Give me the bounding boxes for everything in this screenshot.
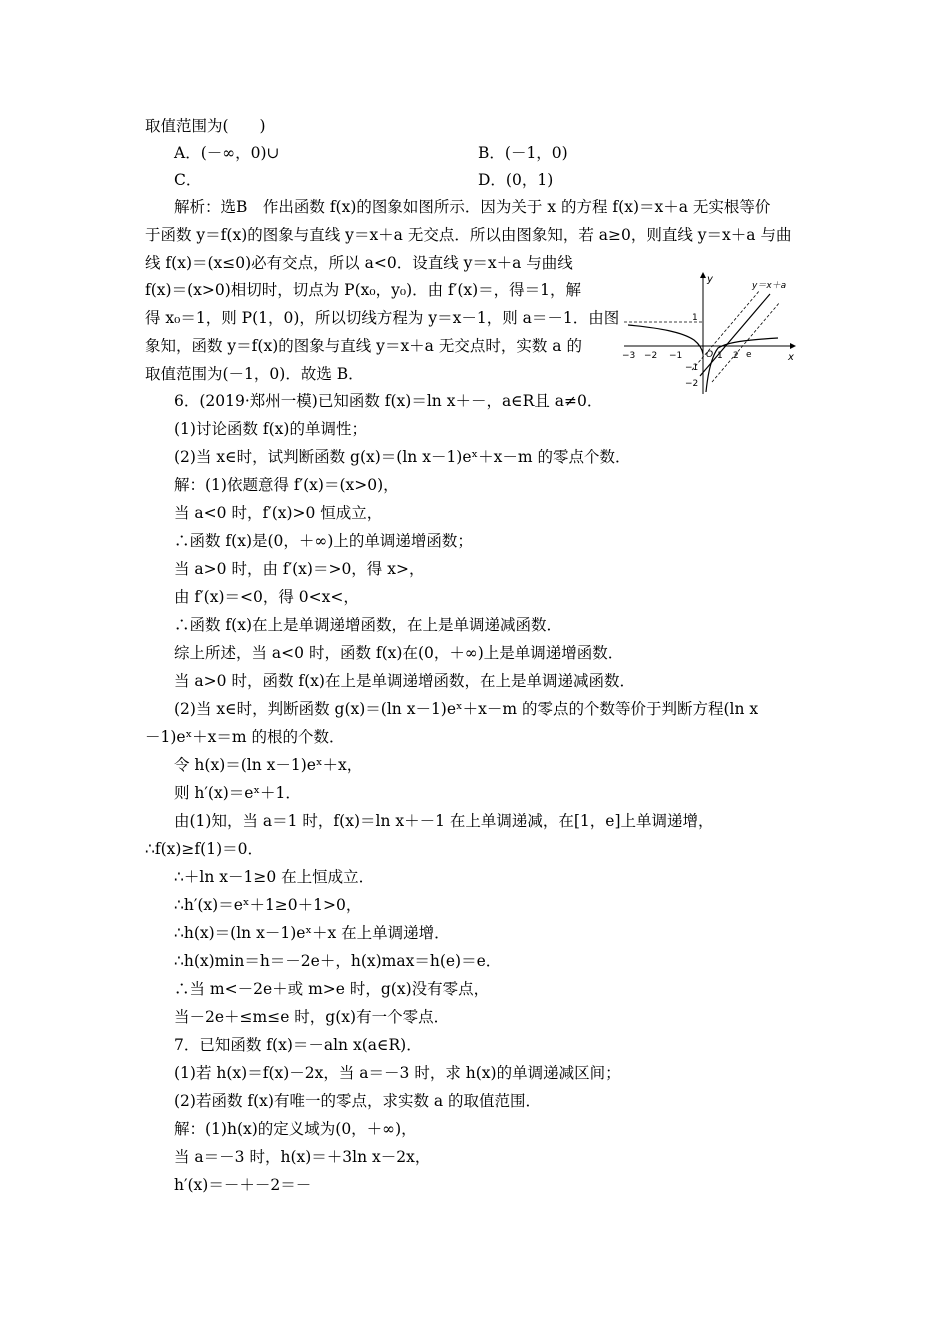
text-line: 解析：选B 作出函数 f(x)的图象如图所示．因为关于 x 的方程 f(x)＝x＋a 无实根等价 xyxy=(174,198,771,216)
tangent-line xyxy=(700,294,770,376)
y-tick-label: −2 xyxy=(685,379,699,389)
graph-svg xyxy=(620,268,798,398)
text-line: h′(x)＝－＋－2＝－ xyxy=(174,1176,312,1194)
text-line: (2)当 x∈时，试判断函数 g(x)＝(ln x－1)eˣ＋x－m 的零点个数． xyxy=(174,448,631,466)
function-graph-figure xyxy=(620,268,798,398)
text-line: (2)当 x∈时，判断函数 g(x)＝(ln x－1)eˣ＋x－m 的零点的个数等价于判断方程(ln x xyxy=(174,700,759,718)
text-line: ∴函数 f(x)是(0，＋∞)上的单调递增函数； xyxy=(174,532,473,550)
line-label: y＝x＋a xyxy=(752,281,787,291)
x-tick-label: 1 xyxy=(717,351,723,361)
text-line: f(x)＝(x>0)相切时，切点为 P(x₀，y₀)．由 f′(x)＝，得＝1，解 xyxy=(145,281,582,299)
text-line: B．(－1，0) xyxy=(478,144,568,162)
text-line: A．(－∞，0)∪ xyxy=(174,144,280,162)
text-line: 取值范围为(－1，0)．故选 B． xyxy=(145,365,364,383)
text-line: 由 f′(x)＝<0，得 0<x<， xyxy=(174,588,359,606)
text-line: 6．(2019·郑州一模)已知函数 f(x)＝ln x＋－，a∈R且 a≠0． xyxy=(174,392,603,410)
x-tick-label: −1 xyxy=(669,351,683,361)
y-tick-label: −1 xyxy=(685,363,699,373)
text-line: 取值范围为( ) xyxy=(145,117,266,135)
left-branch-curve xyxy=(628,325,703,354)
x-tick-label: 2 xyxy=(733,351,739,361)
text-line: 得 x₀＝1，则 P(1，0)，所以切线方程为 y＝x－1，则 a＝－1．由图 xyxy=(145,309,620,327)
x-tick-label: −2 xyxy=(644,351,658,361)
text-line: ∴h(x)min＝h＝－2e＋，h(x)max＝h(e)＝e． xyxy=(174,952,502,970)
text-line: 于函数 y＝f(x)的图象与直线 y＝x＋a 无交点．所以由图象知，若 a≥0，则直线 y＝x＋a 与曲 xyxy=(145,226,792,244)
x-tick-label: −3 xyxy=(622,351,636,361)
origin-label: O xyxy=(706,350,714,360)
text-line: 当 a>0 时，由 f′(x)＝>0，得 x>， xyxy=(174,560,425,578)
text-line: 由(1)知，当 a＝1 时，f(x)＝ln x＋－1 在上单调递减，在[1，e]上单调递增， xyxy=(174,812,714,830)
text-line: 解：(1)h(x)的定义域为(0，＋∞)， xyxy=(174,1120,417,1138)
y-tick-label: 1 xyxy=(692,313,698,323)
text-line: ∴当 m<－2e＋或 m>e 时，g(x)没有零点， xyxy=(174,980,490,998)
text-line: (1)讨论函数 f(x)的单调性； xyxy=(174,420,367,438)
text-line: －1)eˣ＋x＝m 的根的个数． xyxy=(145,728,345,746)
x-axis-arrow-icon xyxy=(790,343,796,349)
text-line: D．(0，1) xyxy=(478,171,554,189)
y-axis-label: y xyxy=(707,274,713,285)
text-line: ∴h(x)＝(ln x－1)eˣ＋x 在上单调递增． xyxy=(174,924,450,942)
dashed-line-right xyxy=(712,302,780,382)
text-line: ∴f(x)≥f(1)＝0． xyxy=(145,840,263,858)
text-line: (2)若函数 f(x)有唯一的零点，求实数 a 的取值范围． xyxy=(174,1092,542,1110)
text-line: 令 h(x)＝(ln x－1)eˣ＋x， xyxy=(174,756,363,774)
text-line: C． xyxy=(174,171,202,189)
text-line: ∴＋ln x－1≥0 在上恒成立． xyxy=(174,868,375,886)
text-line: 解：(1)依题意得 f′(x)＝(x>0)， xyxy=(174,476,399,494)
x-axis-label: x xyxy=(788,352,794,363)
text-line: (1)若 h(x)＝f(x)－2x，当 a＝－3 时，求 h(x)的单调递减区间； xyxy=(174,1064,621,1082)
text-line: 当 a>0 时，函数 f(x)在上是单调递增函数，在上是单调递减函数． xyxy=(174,672,635,690)
x-tick-label: e xyxy=(746,350,752,360)
text-line: 当 a＝－3 时，h(x)＝＋3ln x－2x， xyxy=(174,1148,431,1166)
text-line: 当－2e＋≤m≤e 时，g(x)有一个零点． xyxy=(174,1008,450,1026)
text-line: ∴函数 f(x)在上是单调递增函数，在上是单调递减函数． xyxy=(174,616,563,634)
text-line: 线 f(x)＝(x≤0)必有交点，所以 a<0．设直线 y＝x＋a 与曲线 xyxy=(145,254,573,272)
text-line: ∴h′(x)＝eˣ＋1≥0＋1>0， xyxy=(174,896,362,914)
text-line: 则 h′(x)＝eˣ＋1． xyxy=(174,784,301,802)
text-line: 象知，函数 y＝f(x)的图象与直线 y＝x＋a 无交点时，实数 a 的 xyxy=(145,337,582,355)
text-line: 7．已知函数 f(x)＝－aln x(a∈R)． xyxy=(174,1036,422,1054)
text-line: 当 a<0 时，f′(x)>0 恒成立， xyxy=(174,504,383,522)
y-axis-arrow-icon xyxy=(700,272,706,278)
text-line: 综上所述，当 a<0 时，函数 f(x)在(0，＋∞)上是单调递增函数． xyxy=(174,644,624,662)
